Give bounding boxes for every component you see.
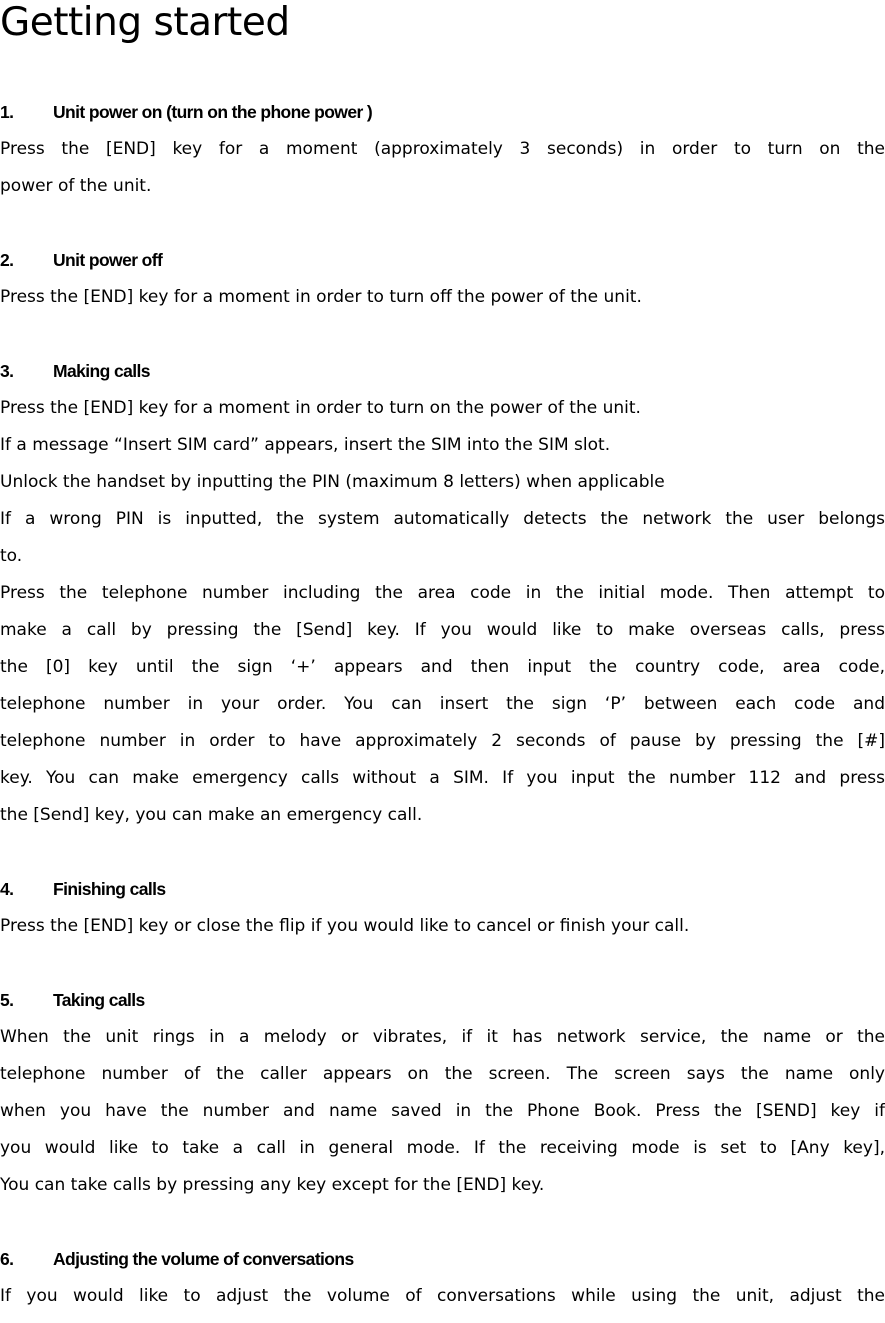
section-title: Unit power off [53, 250, 163, 270]
section-heading [0, 242, 885, 279]
section-2 [0, 242, 885, 316]
section-number: 3. [0, 361, 14, 381]
paragraph-line: If you would like to adjust the volume of conversations while using the unit, adjust the [0, 1286, 885, 1306]
section-1 [0, 94, 885, 205]
paragraph-line: telephone number in your order. You can insert the sign ‘P’ between each code and [0, 694, 885, 714]
paragraph-line: the [0] key until the sign ‘+’ appears and then input the country code, area code, [0, 657, 885, 677]
section-title: Adjusting the volume of conversations [53, 1249, 354, 1269]
document-body [0, 94, 885, 1315]
section-body [0, 1278, 885, 1315]
paragraph-line: the [Send] key, you can make an emergency call. [0, 805, 423, 825]
paragraph-line: telephone number of the caller appears on the screen. The screen says the name only [0, 1064, 885, 1084]
paragraph-line: If a message “Insert SIM card” appears, insert the SIM into the SIM slot. [0, 435, 611, 455]
section-title: Taking calls [53, 990, 145, 1010]
section-number: 5. [0, 990, 14, 1010]
paragraph-line: you would like to take a call in general mode. If the receiving mode is set to [Any key], [0, 1138, 885, 1158]
paragraph-line: Press the [END] key for a moment in order to turn off the power of the unit. [0, 287, 642, 307]
paragraph-line: Unlock the handset by inputting the PIN (maximum 8 letters) when applicable [0, 472, 665, 492]
section-heading [0, 982, 885, 1019]
section-6 [0, 1241, 885, 1315]
section-title: Making calls [53, 361, 150, 381]
section-heading [0, 94, 885, 131]
paragraph-line: If a wrong PIN is inputted, the system automatically detects the network the user belongs [0, 509, 885, 529]
section-number: 6. [0, 1249, 14, 1269]
section-number: 4. [0, 879, 14, 899]
paragraph-line: You can take calls by pressing any key except for the [END] key. [0, 1175, 545, 1195]
section-5 [0, 982, 885, 1204]
paragraph-line: key. You can make emergency calls without a SIM. If you input the number 112 and press [0, 768, 885, 788]
section-body [0, 908, 885, 945]
section-heading [0, 353, 885, 390]
paragraph-line: Press the [END] key or close the flip if you would like to cancel or finish your call. [0, 916, 690, 936]
section-number: 1. [0, 102, 14, 122]
paragraph-line: Press the [END] key for a moment (approximately 3 seconds) in order to turn on the [0, 139, 885, 159]
paragraph-line: to. [0, 546, 23, 566]
paragraph-line: make a call by pressing the [Send] key. If you would like to make overseas calls, press [0, 620, 885, 640]
section-heading [0, 871, 885, 908]
section-body [0, 279, 885, 316]
paragraph-line: when you have the number and name saved in the Phone Book. Press the [SEND] key if [0, 1101, 885, 1121]
section-heading [0, 1241, 885, 1278]
section-title: Unit power on (turn on the phone power ) [53, 102, 373, 122]
paragraph-line: power of the unit. [0, 176, 152, 196]
section-body [0, 1019, 885, 1204]
section-body [0, 390, 885, 834]
section-body [0, 131, 885, 205]
page-title: Getting started [0, 0, 290, 45]
section-title: Finishing calls [53, 879, 166, 899]
section-3 [0, 353, 885, 834]
paragraph-line: Press the telephone number including the area code in the initial mode. Then attempt to [0, 583, 885, 603]
section-4 [0, 871, 885, 945]
section-number: 2. [0, 250, 14, 270]
paragraph-line: Press the [END] key for a moment in order to turn on the power of the unit. [0, 398, 641, 418]
paragraph-line: telephone number in order to have approximately 2 seconds of pause by pressing the [#] [0, 731, 885, 751]
paragraph-line: When the unit rings in a melody or vibrates, if it has network service, the name or the [0, 1027, 885, 1047]
